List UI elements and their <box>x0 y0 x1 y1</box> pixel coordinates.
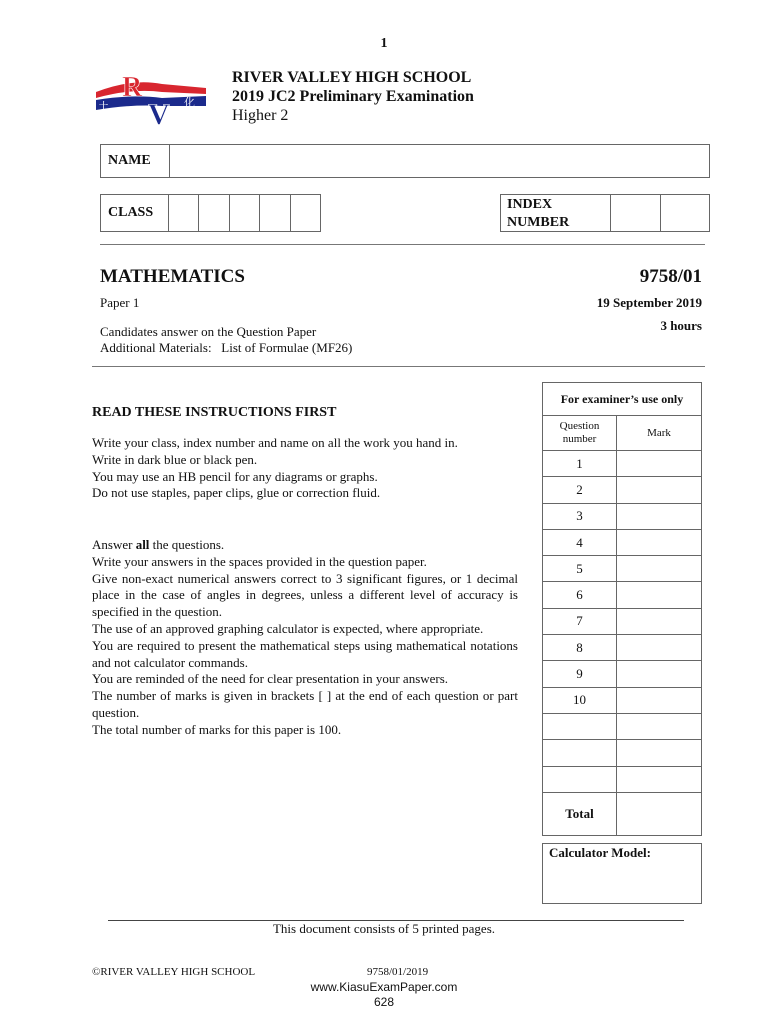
mark-cell[interactable] <box>617 451 702 477</box>
logo-glyph-right: 化 <box>184 96 195 109</box>
answer-all-line <box>92 537 518 554</box>
instruction-line: Write your answers in the spaces provided in the question paper. <box>92 553 427 569</box>
mark-cell[interactable] <box>617 582 702 608</box>
question-number: 4 <box>543 529 617 555</box>
question-number: 9 <box>543 661 617 687</box>
class-cell-divider <box>168 194 169 232</box>
mark-column-header: Mark <box>617 416 702 451</box>
examiner-row <box>543 477 702 503</box>
examiner-row <box>543 661 702 687</box>
examiner-row <box>543 687 702 713</box>
examiner-row <box>543 635 702 661</box>
question-number: 6 <box>543 582 617 608</box>
mark-cell[interactable] <box>617 713 702 739</box>
question-number: 3 <box>543 503 617 529</box>
question-number <box>543 766 617 792</box>
question-number: 8 <box>543 635 617 661</box>
index-cell-divider <box>660 194 661 232</box>
calculator-model-label: Calculator Model: <box>549 845 651 860</box>
instruction-line: The number of marks is given in brackets [ ] at the end of each question or part question. <box>92 688 518 720</box>
question-number: 10 <box>543 687 617 713</box>
paper-code: 9758/01 <box>639 266 702 287</box>
question-column-header: Question number <box>543 416 617 451</box>
mark-cell[interactable] <box>617 687 702 713</box>
page-count-note: This document consists of 5 printed pages. <box>272 921 496 936</box>
answer-all-bold: all <box>135 537 150 552</box>
mark-cell[interactable] <box>617 477 702 503</box>
question-number <box>543 713 617 739</box>
instructions-title: READ THESE INSTRUCTIONS FIRST <box>92 405 337 420</box>
website: www.KiasuExamPaper.com <box>310 980 458 994</box>
total-label: Total <box>543 792 617 835</box>
question-number <box>543 740 617 766</box>
answer-all-post: the questions. <box>149 537 225 552</box>
instruction-line: Give non-exact numerical answers correct to 3 significant figures, or 1 decimal place in the case of angles in degrees, unless a different level of accuracy is specified in the question. <box>92 570 518 620</box>
name-label: NAME <box>108 153 151 168</box>
exam-duration: 3 hours <box>660 318 702 333</box>
mark-cell[interactable] <box>617 556 702 582</box>
exam-date: 19 September 2019 <box>596 295 702 310</box>
examiner-title: For examiner’s use only <box>543 383 702 416</box>
class-label: CLASS <box>108 205 154 220</box>
name-field[interactable] <box>100 144 710 178</box>
question-number: 7 <box>543 608 617 634</box>
instruction-line: The total number of marks for this paper is 100. <box>92 721 342 737</box>
examiner-table <box>542 382 702 836</box>
logo-glyph-left: 土 <box>98 100 109 113</box>
subject-title: MATHEMATICS <box>100 266 245 287</box>
copyright: ©RIVER VALLEY HIGH SCHOOL <box>92 966 256 978</box>
divider <box>100 244 705 245</box>
school-header <box>232 68 474 125</box>
school-name: RIVER VALLEY HIGH SCHOOL <box>232 69 472 86</box>
mark-cell[interactable] <box>617 503 702 529</box>
class-cell-divider <box>229 194 230 232</box>
page-number: 1 <box>380 36 388 51</box>
examiner-row <box>543 529 702 555</box>
mark-cell[interactable] <box>617 635 702 661</box>
class-cell-divider <box>198 194 199 232</box>
question-number: 2 <box>543 477 617 503</box>
instruction-line: Write your class, index number and name on all the work you hand in. <box>92 435 458 450</box>
candidates-line: Candidates answer on the Question Paper <box>100 324 317 339</box>
candidate-info <box>100 324 352 356</box>
instruction-line: You are required to present the mathematical steps using mathematical notations and not calculator commands. <box>92 637 518 670</box>
divider <box>92 366 705 367</box>
index-number-label: INDEX NUMBER <box>507 197 570 230</box>
examiner-row <box>543 451 702 477</box>
examiner-row <box>543 503 702 529</box>
paper-reference: 9758/01/2019 <box>367 966 429 978</box>
mark-cell[interactable] <box>617 766 702 792</box>
mark-cell[interactable] <box>617 661 702 687</box>
class-cell-divider <box>290 194 291 232</box>
name-divider <box>169 144 170 178</box>
instructions-block-2 <box>92 537 518 739</box>
mark-cell[interactable] <box>617 529 702 555</box>
instruction-line: You are reminded of the need for clear presentation in your answers. <box>92 671 449 687</box>
instruction-line: The use of an approved graphing calculator is expected, where appropriate. <box>92 620 484 636</box>
examiner-row <box>543 608 702 634</box>
examiner-row <box>543 556 702 582</box>
exam-title: 2019 JC2 Preliminary Examination <box>232 88 474 105</box>
mark-cell[interactable] <box>617 740 702 766</box>
answer-all-pre: Answer <box>92 537 136 552</box>
instruction-line: Do not use staples, paper clips, glue or correction fluid. <box>92 485 381 501</box>
logo-letter-r: R <box>122 72 143 103</box>
mark-cell[interactable] <box>617 608 702 634</box>
question-number: 5 <box>543 556 617 582</box>
examiner-row <box>543 582 702 608</box>
total-mark-cell[interactable] <box>617 792 702 835</box>
instructions-block-1 <box>92 435 518 502</box>
exam-level: Higher 2 <box>232 107 289 124</box>
instruction-line: Write in dark blue or black pen. <box>92 451 258 467</box>
school-logo <box>92 70 210 128</box>
index-cell-divider <box>610 194 611 232</box>
examiner-row <box>543 713 702 739</box>
logo-letter-v: V <box>148 98 170 128</box>
class-cell-divider <box>259 194 260 232</box>
paper-number: Paper 1 <box>100 295 140 310</box>
source-page-number: 628 <box>373 995 395 1009</box>
materials-line: Additional Materials: List of Formulae (MF26) <box>100 340 353 355</box>
examiner-row <box>543 766 702 792</box>
instruction-line: You may use an HB pencil for any diagrams or graphs. <box>92 468 378 484</box>
question-number: 1 <box>543 451 617 477</box>
examiner-row <box>543 740 702 766</box>
